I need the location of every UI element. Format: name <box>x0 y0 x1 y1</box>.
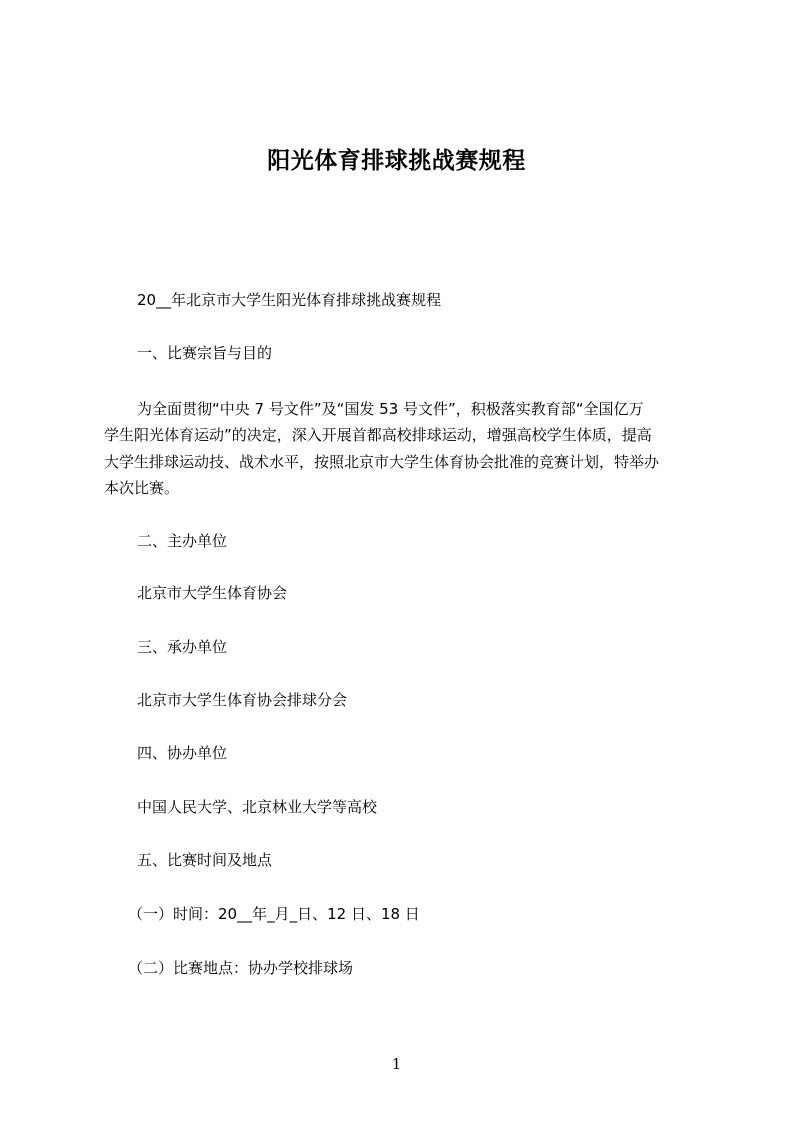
document-subtitle: 20__年北京市大学生阳光体育排球挑战赛规程 <box>137 291 442 309</box>
document-title: 阳光体育排球挑战赛规程 <box>267 148 526 174</box>
place-text: （二）比赛地点：协办学校排球场 <box>128 959 354 977</box>
section-heading-organizer: 二、主办单位 <box>137 532 228 550</box>
section-heading-co-organizer: 四、协办单位 <box>137 744 228 762</box>
section-heading-purpose: 一、比赛宗旨与目的 <box>137 344 273 362</box>
paragraph-line: 为全面贯彻“中央 7 号文件”及“国发 53 号文件”，积极落实教育部“全国亿万 <box>137 400 644 418</box>
section-heading-host: 三、承办单位 <box>137 638 228 656</box>
paragraph-line: 大学生排球运动技、战术水平，按照北京市大学生体育协会批准的竞赛计划，特举办 <box>104 452 660 471</box>
co-organizer-text: 中国人民大学、北京林业大学等高校 <box>137 798 378 816</box>
section-heading-time-place: 五、比赛时间及地点 <box>137 851 273 869</box>
purpose-paragraph <box>104 396 700 501</box>
paragraph-line: 学生阳光体育运动”的决定，深入开展首都高校排球运动，增强高校学生体质，提高 <box>104 426 652 445</box>
paragraph-line: 本次比赛。 <box>104 478 180 497</box>
page-number: 1 <box>391 1055 402 1073</box>
organizer-text: 北京市大学生体育协会 <box>137 584 288 602</box>
time-text: （一）时间：20__年_月_日、12 日、18 日 <box>128 905 420 923</box>
host-text: 北京市大学生体育协会排球分会 <box>137 691 348 709</box>
